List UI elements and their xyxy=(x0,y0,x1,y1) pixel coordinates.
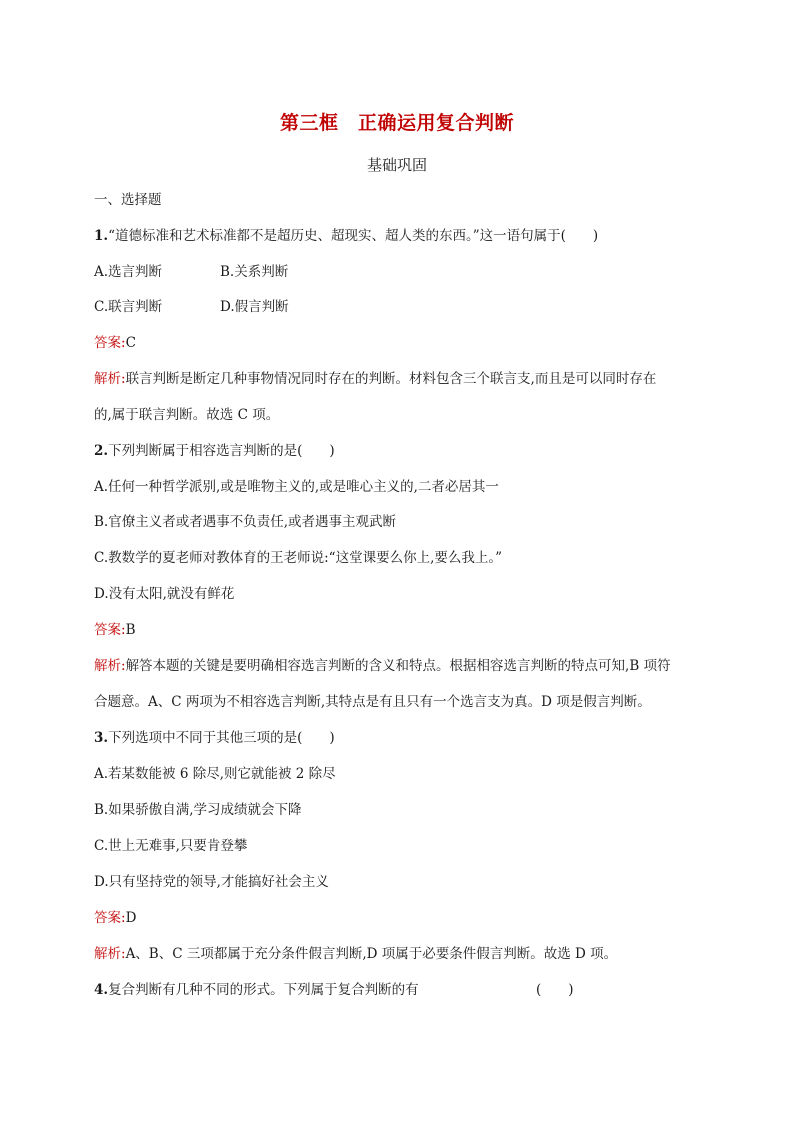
q2-analysis-line-1 xyxy=(94,656,671,676)
question-text: “道德标准和艺术标准都不是超历史、超现实、超人类的东西。”这一语句属于( ) xyxy=(108,228,599,244)
question-text: 下列选项中不同于其他三项的是( ) xyxy=(108,730,335,746)
answer-value: C xyxy=(125,335,136,351)
option-d: D.只有坚持党的领导,才能搞好社会主义 xyxy=(94,874,329,890)
question-4 xyxy=(94,980,594,1000)
answer-label: 答案: xyxy=(94,335,126,351)
option-b: B.如果骄傲自满,学习成绩就会下降 xyxy=(94,802,302,818)
q1-analysis-line-1 xyxy=(94,369,656,389)
option-c: C.联言判断 xyxy=(94,299,163,315)
question-number: 4. xyxy=(94,982,109,998)
option-a: A.任何一种哲学派别,或是唯物主义的,或是唯心主义的,二者必居其一 xyxy=(94,479,499,495)
q1-analysis-line-2: 的,属于联言判断。故选 C 项。 xyxy=(94,407,280,423)
section-heading: 一、选择题 xyxy=(94,192,162,208)
option-b: B.关系判断 xyxy=(220,264,289,280)
answer-value: D xyxy=(125,910,137,926)
q2-answer xyxy=(94,620,135,640)
analysis-text: 解答本题的关键是要明确相容选言判断的含义和特点。根据相容选言判断的特点可知,B 项符 xyxy=(125,658,671,674)
q1-options-row-1 xyxy=(94,262,394,282)
answer-bracket: ( ) xyxy=(536,982,574,998)
question-3 xyxy=(94,728,335,748)
option-a: A.若某数能被 6 除尽,则它就能被 2 除尽 xyxy=(94,766,336,782)
answer-label: 答案: xyxy=(94,622,126,638)
question-1 xyxy=(94,226,598,246)
analysis-label: 解析: xyxy=(94,658,126,674)
section-subtitle: 基础巩固 xyxy=(366,156,427,174)
question-2 xyxy=(94,441,335,461)
analysis-label: 解析: xyxy=(94,946,126,962)
option-c: C.世上无难事,只要肯登攀 xyxy=(94,838,248,854)
option-d: D.没有太阳,就没有鲜花 xyxy=(94,586,235,602)
option-d: D.假言判断 xyxy=(220,299,289,315)
question-text: 下列判断属于相容选言判断的是( ) xyxy=(108,443,335,459)
page-title: 第三框 正确运用复合判断 xyxy=(279,112,514,134)
q3-analysis-line-1 xyxy=(94,944,617,964)
q1-options-row-2 xyxy=(94,297,394,317)
option-a: A.选言判断 xyxy=(94,264,163,280)
option-b: B.官僚主义者或者遇事不负责任,或者遇事主观武断 xyxy=(94,514,397,530)
option-c: C.教数学的夏老师对教体育的王老师说:“这堂课要么你上,要么我上。” xyxy=(94,550,503,566)
q2-analysis-line-2: 合题意。A、C 两项为不相容选言判断,其特点是有且只有一个选言支为真。D 项是假言判断。 xyxy=(94,694,651,710)
question-text: 复合判断有几种不同的形式。下列属于复合判断的有 xyxy=(108,982,419,998)
answer-value: B xyxy=(125,622,136,638)
answer-label: 答案: xyxy=(94,910,126,926)
question-number: 2. xyxy=(94,443,109,459)
analysis-text: 联言判断是断定几种事物情况同时存在的判断。材料包含三个联言支,而且是可以同时存在 xyxy=(125,371,657,387)
question-number: 1. xyxy=(94,228,109,244)
analysis-label: 解析: xyxy=(94,371,126,387)
question-number: 3. xyxy=(94,730,109,746)
q1-answer xyxy=(94,333,136,353)
analysis-text: A、B、C 三项都属于充分条件假言判断,D 项属于必要条件假言判断。故选 D 项。 xyxy=(125,946,618,962)
q3-answer xyxy=(94,908,136,928)
